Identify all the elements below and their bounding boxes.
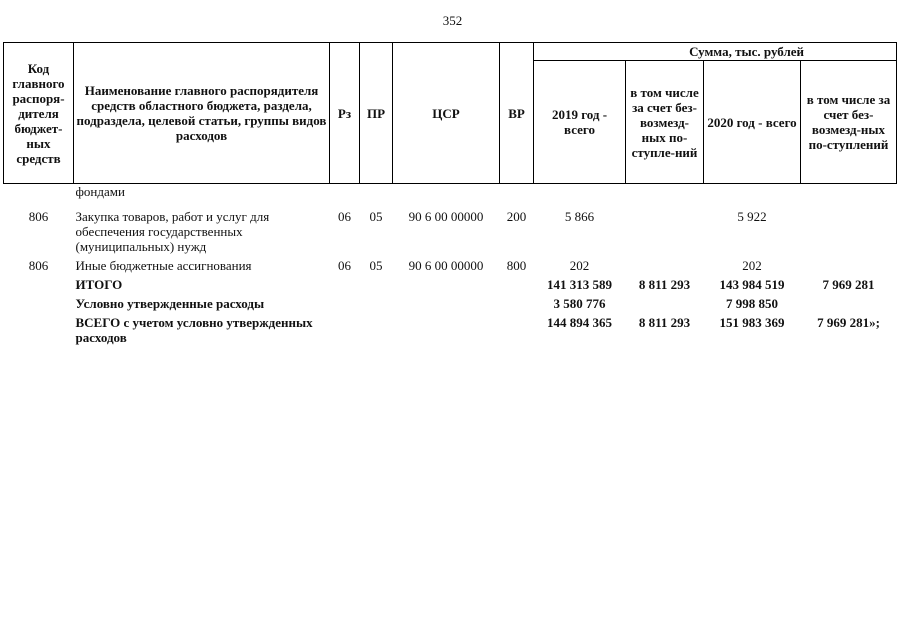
cell-gratuitous-2020 xyxy=(801,207,897,256)
cell-sum-2019: 5 866 xyxy=(564,209,595,224)
header-code: Код главного распоря-дителя бюджет-ных средств xyxy=(4,43,74,184)
total-label: ВСЕГО с учетом условно утвержденных расходов xyxy=(75,315,313,345)
cell-empty xyxy=(393,294,500,313)
cell-code: 806 xyxy=(28,258,49,273)
cell-code: 806 xyxy=(28,209,49,224)
header-2020-gratuitous: в том числе за счет без-возмезд-ных по-ступлений xyxy=(801,61,897,184)
header-name: Наименование главного распорядителя средств областного бюджета, раздела, подраздела, целевой статьи, группы видов расходов xyxy=(74,43,330,184)
header-csr: ЦСР xyxy=(393,43,500,184)
total-sum-2020: 143 984 519 xyxy=(719,277,785,292)
header-sum-group xyxy=(534,43,897,61)
cell-empty xyxy=(330,294,360,313)
cell-empty xyxy=(500,294,534,313)
cell-sum-2019 xyxy=(534,184,626,208)
cell-code xyxy=(4,184,74,208)
cell-empty xyxy=(4,294,74,313)
cell-gratuitous-2019 xyxy=(626,184,704,208)
total-sum-2020: 151 983 369 xyxy=(719,315,785,330)
cell-gratuitous-2019 xyxy=(626,207,704,256)
cell-rz xyxy=(330,184,360,208)
total-label: Условно утвержденные расходы xyxy=(75,296,265,311)
cell-name: Закупка товаров, работ и услуг для обеспечения государственных (муниципальных) нужд xyxy=(75,209,270,254)
cell-csr: 90 6 00 00000 xyxy=(408,209,484,224)
header-vr: ВР xyxy=(500,43,534,184)
cell-csr xyxy=(393,184,500,208)
cell-empty xyxy=(360,294,393,313)
table-row xyxy=(4,184,897,208)
header-2019-gratuitous: в том числе за счет без-возмезд-ных по-ступле-ний xyxy=(626,61,704,184)
total-gratuitous-2019 xyxy=(626,294,704,313)
total-gratuitous-2019: 8 811 293 xyxy=(638,277,691,292)
cell-name: фондами xyxy=(75,184,125,199)
cell-pr: 05 xyxy=(369,258,383,273)
total-label: ИТОГО xyxy=(75,277,123,292)
header-2020-total: 2020 год - всего xyxy=(704,61,801,184)
cell-sum-2020 xyxy=(704,184,801,208)
table-row xyxy=(4,256,897,275)
total-row-conditional xyxy=(4,294,897,313)
cell-empty xyxy=(393,275,500,294)
header-rz: Рз xyxy=(330,43,360,184)
cell-name: Иные бюджетные ассигнования xyxy=(75,258,252,273)
cell-empty xyxy=(360,313,393,347)
total-gratuitous-2020: 7 969 281»; xyxy=(817,315,880,330)
cell-empty xyxy=(330,275,360,294)
cell-gratuitous-2020 xyxy=(801,184,897,208)
cell-rz: 06 xyxy=(338,209,351,224)
cell-empty xyxy=(500,313,534,347)
cell-empty xyxy=(393,313,500,347)
cell-csr: 90 6 00 00000 xyxy=(408,258,484,273)
total-gratuitous-2020 xyxy=(801,294,897,313)
total-sum-2020: 7 998 850 xyxy=(726,296,778,311)
cell-gratuitous-2019 xyxy=(626,256,704,275)
total-sum-2019: 141 313 589 xyxy=(547,277,612,292)
cell-empty xyxy=(500,275,534,294)
cell-sum-2020: 202 xyxy=(742,258,762,273)
cell-vr: 200 xyxy=(506,209,527,224)
total-gratuitous-2020: 7 969 281 xyxy=(822,277,875,292)
cell-rz: 06 xyxy=(338,258,351,273)
total-row-grand xyxy=(4,313,897,347)
cell-sum-2020: 5 922 xyxy=(737,209,767,224)
cell-sum-2019: 202 xyxy=(569,258,590,273)
budget-table xyxy=(3,42,897,347)
cell-empty xyxy=(360,275,393,294)
header-2019-total: 2019 год - всего xyxy=(534,61,626,184)
cell-vr xyxy=(500,184,534,208)
cell-empty xyxy=(4,275,74,294)
total-sum-2019: 3 580 776 xyxy=(553,296,606,311)
header-pr: ПР xyxy=(360,43,393,184)
cell-empty xyxy=(4,313,74,347)
cell-empty xyxy=(330,313,360,347)
total-row-itogo xyxy=(4,275,897,294)
cell-pr xyxy=(360,184,393,208)
cell-gratuitous-2020 xyxy=(801,256,897,275)
total-sum-2019: 144 894 365 xyxy=(547,315,612,330)
total-gratuitous-2019: 8 811 293 xyxy=(638,315,691,330)
cell-pr: 05 xyxy=(369,209,383,224)
cell-vr: 800 xyxy=(506,258,527,273)
table-row xyxy=(4,207,897,256)
header-sum-group-label: Сумма, тыс. рублей xyxy=(689,44,804,59)
page-number: 352 xyxy=(442,13,463,28)
